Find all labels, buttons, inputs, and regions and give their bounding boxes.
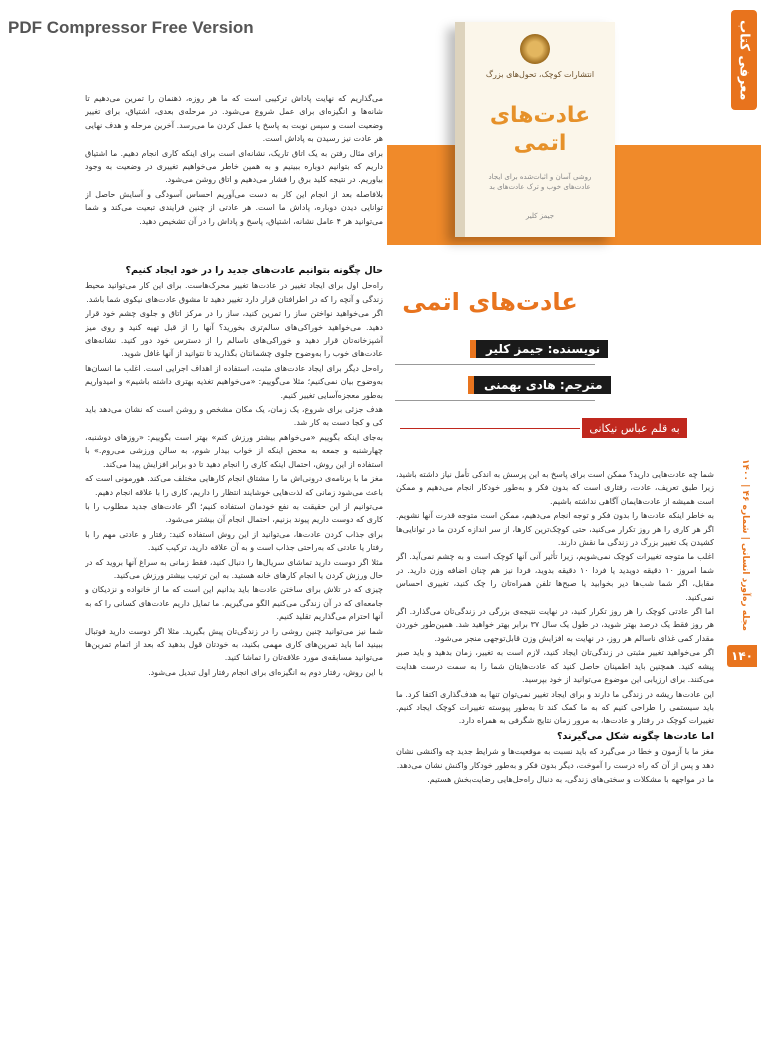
paragraph: مغز ما با آزمون و خطا در می‌گیرد که باید نسبت به موقعیت‌ها و شرایط جدید چه واکنشی نشان دهد و پس از آن که راه درست را آموخت، دیگر بدون فکر و به‌طور خودکار واکنش نشان می‌دهد. (396, 747, 714, 770)
paragraph: برای جذاب کردن عادت‌ها، می‌توانید از این روش استفاده کنید: رفتار و عادتی مهم را با رفتار یا عادتی که به‌راحتی جذاب است و به آن علاقه دارید، ترکیب کنید. (85, 529, 383, 553)
byline-text: به قلم عباس نیکانی (589, 421, 680, 435)
paragraph: مغز ما با برنامه‌ی درونی‌اش ما را مشتاق انجام کارهایی مختلف می‌کند. هورمونی است که باعث می‌شود زمانی که لذت‌هایی خوشایند انتظار را داریم، کاری را با علاقه انجام دهیم. (85, 474, 383, 497)
right-column (396, 468, 714, 958)
paragraph: برای مثال رفتن به یک اتاق تاریک، نشانه‌ای است برای اینکه کاری انجام دهیم. ما اشتیاق داریم که بتوانیم دوباره ببینیم و به همین خاطر می‌خواهیم تغییری در وضعیت به وجود بیاوریم. در نتیجه کلید برق را فشار می‌دهیم و اتاق روشن می‌شود. (85, 148, 383, 185)
magazine-info-strip (735, 445, 755, 645)
paragraph: چیزی که در تلاش برای ساختن عادت‌ها باید بدانیم این است که ما از خانواده و نزدیکان و جامعه‌ای که در آن زندگی می‌کنیم الگو می‌گیریم. ما تمایل داریم عادت‌های کسانی را که به آنها احترام می‌گذاریم تقلید کنیم. (85, 585, 383, 622)
book-cover (455, 22, 615, 237)
paragraph: هدف جزئی برای شروع، یک زمان، یک مکان مشخص و روشن است که نشان می‌دهد باید کی و کجا دست به کار شد. (85, 405, 383, 428)
paragraph: به‌جای اینکه بگوییم «می‌خواهم بیشتر ورزش کنم» بهتر است بگوییم: «روزهای دوشنبه، چهارشنبه و جمعه به محض اینکه از خواب بیدار شوم، به سالن ورزشی می‌روم.» با استفاده از این روش، احتمال اینکه کاری را انجام دهید تا دو برابر افزایش پیدا می‌کند. (85, 432, 383, 469)
paragraph: اگر می‌خواهید نواختن ساز را تمرین کنید، ساز را در مرکز اتاق و جلوی چشم خود قرار دهید. می‌خواهید خوراکی‌های سالم‌تری بخورید؟ آنها را از قبل تهیه کنید و روی میز آشپزخانه‌تان قرار دهید و خوراکی‌های ناسالم را از دسترس خود دور کنید. نشانه‌های عادت‌های خوب را به‌وضوح جلوی چشمانتان بگذارید تا نتوانید از آنها غافل شوید. (85, 309, 383, 359)
paragraph: می‌توانیم از این حقیقت به نفع خودمان استفاده کنیم؛ اگر عادت‌های جدید مطلوب را با کاری که دوست داریم پیوند بزنیم، احتمال انجام آن بیشتر می‌شود. (85, 501, 383, 525)
translator-credit (468, 376, 611, 394)
author-credit-text: نویسنده: جیمز کلیر (486, 342, 601, 356)
paragraph: شما نیز می‌توانید چنین روشی را در زندگی‌تان پیش بگیرید. مثلا اگر دوست دارید فوتبال ببینید اما باید تمرین‌های کاری مهمی بکنید، به خودتان قول بدهید که بعد از اتمام تمرین‌ها می‌توانید مسابقه‌ی مورد علاقه‌تان را تماشا کنید. (85, 626, 383, 663)
paragraph: شما چه عادت‌هایی دارید؟ ممکن است برای پاسخ به این پرسش به اندکی تأمل نیاز داشته باشید، زیرا طبق تعریف، عادت، رفتاری است که بدون فکر و به‌طور خودکار انجام می‌دهیم و ممکن است همیشه از عادت‌هایمان آگاهی نداشته باشیم. (396, 470, 714, 506)
byline (582, 418, 687, 438)
divider (395, 400, 595, 401)
book-publisher: انتشارات کوچک، تحول‌های بزرگ (485, 70, 595, 79)
paragraph: اغلب ما متوجه تغییرات کوچک نمی‌شویم، زیرا تأثیر آنی آنها کوچک است و به چشم نمی‌آید. اگر شما امروز ۱۰ دقیقه دویدید یا فردا ۱۰ دقیقه بدوید، فردا نیز هم چنان اضافه وزن دارید. در مقابل، اگر شما شب‌ها دیر بخوابید یا صبح‌ها تلفن همراه‌تان را چک کنید، تغییری احساس نمی‌کنید. (396, 552, 714, 602)
paragraph: مثلا اگر دوست دارید تماشای سریال‌ها را دنبال کنید، فقط زمانی به سراغ آنها بروید که در حال ورزش کردن یا انجام کارهای خانه هستید. به این ترتیب بیشتر ورزش می‌کنید. (85, 557, 383, 580)
paragraph: راه‌حل دیگر برای ایجاد عادت‌های مثبت، استفاده از اهداف اجرایی است. اغلب ما انسان‌ها به‌وضوح بیان نمی‌کنیم؛ مثلا می‌گوییم: «می‌خواهیم تغذیه بهتری داشته باشیم» و امیدواریم به‌طور معجزه‌آسایی تغییر کنیم. (85, 363, 383, 400)
section-heading: اما عادت‌ها چگونه شکل می‌گیرند؟ (557, 730, 714, 742)
left-column-bottom (85, 262, 383, 962)
publisher-emblem-icon (520, 34, 550, 64)
section-tab (731, 10, 757, 110)
paragraph: بلافاصله بعد از انجام این کار به دست می‌آوریم احساس آسودگی و آسایش حاصل از توانایی دیدن دوباره، پاداش ما است. هر عادتی از چنین فرایندی تبعیت می‌کند و شما می‌توانید هر ۴ عامل نشانه، اشتیاق، پاسخ و پاداش را در آن تشخیص دهید. (85, 189, 383, 226)
page-number: ۱۴۰ (727, 645, 757, 667)
divider (395, 364, 595, 365)
translator-credit-text: مترجم: هادی بهمنی (484, 378, 603, 392)
section-tab-label: معرفی کتاب (736, 19, 752, 101)
paragraph: این عادت‌ها ریشه در زندگی ما دارند و برای ایجاد تغییر نمی‌توان تنها به هدف‌گذاری اکتفا کرد. ما باید سیستمی را طراحی کنیم که به ما کمک کند تا به‌طور پیوسته تغییرات کوچک ایجاد کنیم. تغییرات کوچک در رفتار و عادت‌ها، به مرور زمان نتایج شگرفی به همراه دارد. (396, 689, 714, 726)
book-cover-subtitle: روشی آسان و اثبات‌شده برای ایجاد عادت‌های خوب و ترک عادت‌های بد (488, 173, 592, 191)
book-cover-author: جیمز کلیر (525, 212, 555, 220)
paragraph: ما در مواجهه با مشکلات و سختی‌های زندگی، به دنبال راه‌حل‌هایی رضایت‌بخش هستیم. (427, 774, 714, 784)
paragraph: با این روش، رفتار دوم به انگیزه‌ای برای انجام رفتار اول تبدیل می‌شود. (148, 667, 383, 677)
byline-rule (400, 428, 580, 429)
section-heading: حال چگونه بتوانیم عادت‌های جدید را در خود ایجاد کنیم؟ (125, 265, 383, 276)
book-cover-title: عادت‌های اتمی (489, 103, 591, 156)
magazine-info-text: مجله ره‌آورد انسانی | شماره ۴۶ | ۱۴۰۰ (740, 459, 750, 631)
paragraph: می‌گذاریم که نهایت پاداش ترکیبی است که ما هر روزه، ذهنمان را تمرین می‌دهیم تا شانه‌ها و انگیزه‌ای برای عمل شروع می‌شود. در مرحله‌ی بعدی، اشتیاق، برای تغییر وضعیت است و سپس نوبت به پاسخ یا عمل کردن ما می‌رسد. آخرین مرحله و هدف نهایی هر عادت نیز رسیدن به پاداش است. (85, 94, 383, 144)
paragraph: اگر می‌خواهید تغییر مثبتی در زندگی‌تان ایجاد کنید، لازم است به تغییر، زمان بدهید و باید صبر پیشه کنید. همچنین باید اطمینان حاصل کنید که عادت‌هایتان شما را به سمت درست هدایت می‌کنند. برای ارزیابی این موضوع می‌توانید از خود بپرسید. (396, 648, 714, 685)
paragraph: به خاطر اینکه عادت‌ها را بدون فکر و توجه انجام می‌دهیم، ممکن است متوجه قدرت آنها نشویم. اگر هر کاری را هر روز تکرار می‌کنید، حتی کوچک‌ترین کارها، از سر اندازه کردن ما در توانایی‌ها کشیدن یک تغییر بزرگ در زندگی ما نقش دارند. (396, 511, 714, 548)
watermark: PDF Compressor Free Version (8, 18, 254, 37)
article-title: عادت‌های اتمی (402, 288, 578, 316)
paragraph: اما اگر عادتی کوچک را هر روز تکرار کنید، در نهایت نتیجه‌ی بزرگی در زندگی‌تان می‌گذارد. اگر هر روز فقط یک درصد بهتر شوید، در طول یک سال ۳۷ برابر بهتر خواهید شد. همین‌طور خوردن مقدار کمی غذای ناسالم هر روز، در نهایت به افزایش وزن قابل‌توجهی منجر می‌شود. (396, 607, 714, 643)
paragraph: راه‌حل اول برای ایجاد تغییر در عادت‌ها تغییر محرک‌هاست. برای این کار می‌توانید محیط زندگی و آنچه را که در اطرافتان قرار دارد تغییر دهید تا مشوق عادت‌های نیکوی شما باشد. (85, 281, 383, 304)
author-credit (470, 340, 608, 358)
